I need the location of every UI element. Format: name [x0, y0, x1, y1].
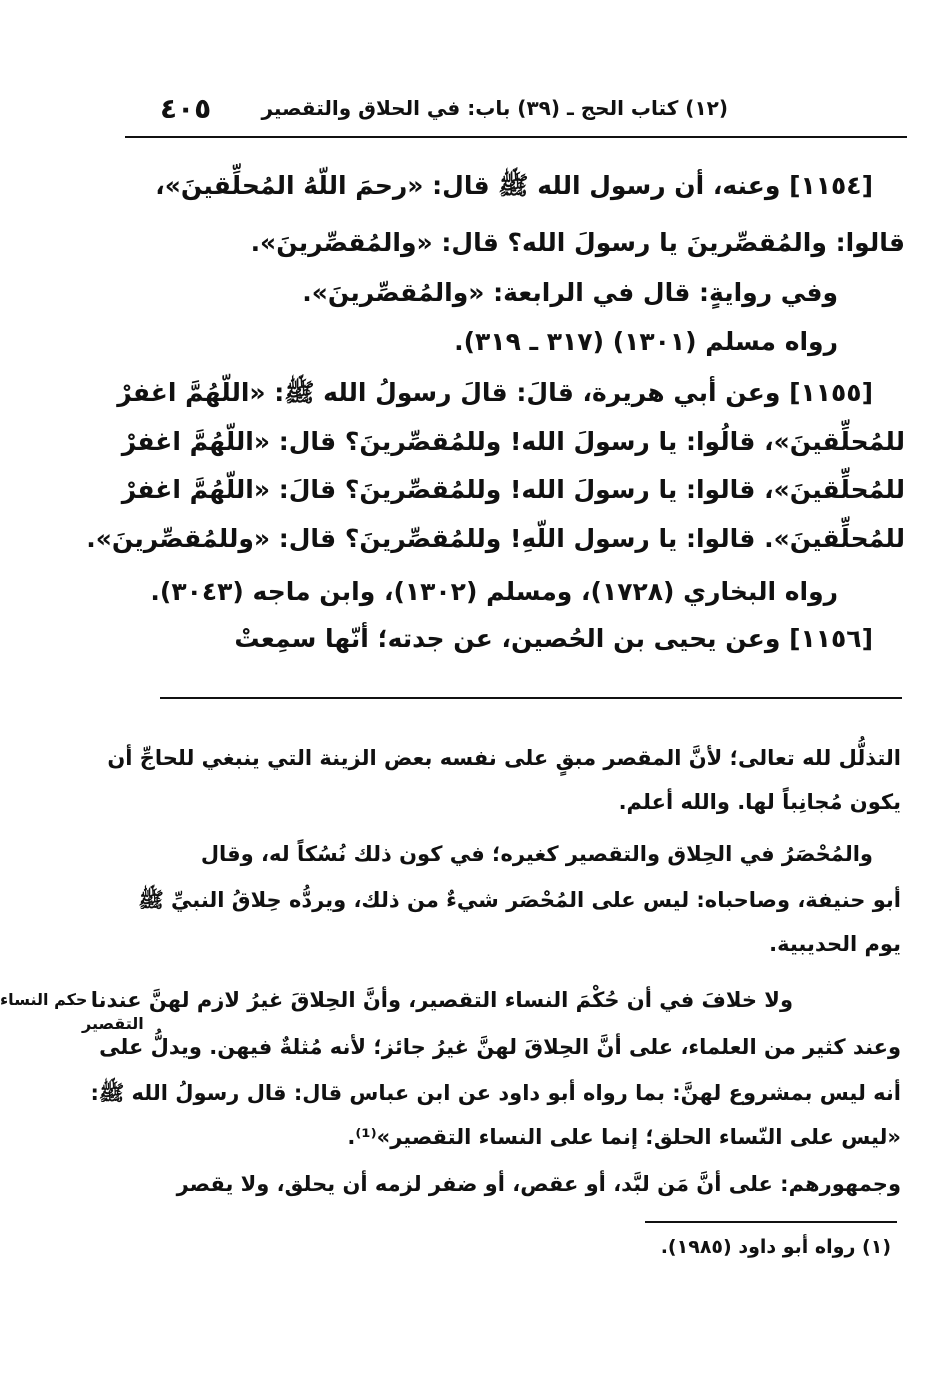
- hadith-line: للمُحلِّقينَ». قالوا: يا رسول اللّهِ! وللمُقصِّرينَ؟ قال: «وللمُقصِّرينَ».: [86, 524, 905, 553]
- commentary-line: وعند كثير من العلماء، على أنَّ الحِلاقَ لهنَّ غيرُ جائز؛ لأنه مُثلةٌ فيهن. ويدلُّ على: [99, 1035, 901, 1059]
- header-rule: [125, 136, 907, 138]
- commentary-line: «ليس على النّساء الحلق؛ إنما على النساء التقصير»⁽¹⁾.: [347, 1125, 901, 1149]
- commentary-line: أبو حنيفة، وصاحباه: ليس على المُحْصَر شيءٌ من ذلك، ويردُّه حِلاقُ النبيِّ ﷺ: [138, 888, 901, 912]
- margin-note-heading: حكم النساء: [0, 990, 88, 1009]
- commentary-line: ولا خلافَ في أن حُكْمَ النساء التقصير، وأنَّ الحِلاقَ غيرُ لازم لهنَّ عندنا: [90, 988, 793, 1012]
- hadith-line: للمُحلِّقينَ»، قالوا: يا رسولَ الله! وللمُقصِّرينَ؟ قالَ: «اللّهُمَّ اغفرْ: [121, 475, 905, 504]
- hadith-line: للمُحلِّقينَ»، قالُوا: يا رسولَ الله! وللمُقصِّرينَ؟ قال: «اللّهُمَّ اغفرْ: [121, 427, 905, 456]
- commentary-line: يوم الحديبية.: [769, 932, 901, 956]
- footnote: (١) رواه أبو داود (١٩٨٥).: [660, 1236, 891, 1258]
- hadith-line: [١١٥٤] وعنه، أن رسول الله ﷺ قال: «رحمَ اللّهُ المُحلِّقينَ»،: [155, 171, 873, 200]
- hadith-line: رواه مسلم (١٣٠١) (٣١٧ ـ ٣١٩).: [454, 327, 838, 356]
- commentary-line: وجمهورهم: على أنَّ مَن لبَّد، أو عقص، أو ضفر لزمه أن يحلق، ولا يقصر: [176, 1172, 901, 1196]
- commentary-line: والمُحْصَرُ في الحِلاق والتقصير كغيره؛ في كون ذلك نُسُكاً له، وقال: [200, 842, 873, 866]
- hadith-line: قالوا: والمُقصِّرينَ يا رسولَ الله؟ قال: «والمُقصِّرينَ».: [250, 228, 905, 257]
- running-title: (١٢) كتاب الحج ـ (٣٩) باب: في الحلاق والتقصير: [261, 96, 728, 120]
- hadith-line: رواه البخاري (١٧٢٨)، ومسلم (١٣٠٢)، وابن ماجه (٣٠٤٣).: [150, 577, 838, 606]
- commentary-line: التذلُّل لله تعالى؛ لأنَّ المقصر مبقٍ على نفسه بعض الزينة التي ينبغي للحاجِّ أن: [107, 746, 901, 770]
- commentary-line: يكون مُجانِباً لها. والله أعلم.: [618, 790, 901, 814]
- commentary-line: أنه ليس بمشروع لهنَّ: بما رواه أبو داود عن ابن عباس قال: قال رسولُ الله ﷺ:: [90, 1081, 901, 1105]
- hadith-line: [١١٥٦] وعن يحيى بن الحُصين، عن جدته؛ أنّها سمِعتْ: [234, 624, 873, 653]
- footnote-rule: [645, 1221, 897, 1223]
- margin-note-subheading: التقصير: [82, 1014, 144, 1033]
- section-rule: [160, 697, 902, 699]
- page-number: ٤٠٥: [160, 92, 212, 125]
- hadith-line: [١١٥٥] وعن أبي هريرة، قالَ: قالَ رسولُ الله ﷺ: «اللّهُمَّ اغفرْ: [117, 378, 873, 407]
- hadith-line: وفي روايةٍ: قال في الرابعة: «والمُقصِّرينَ».: [302, 278, 838, 307]
